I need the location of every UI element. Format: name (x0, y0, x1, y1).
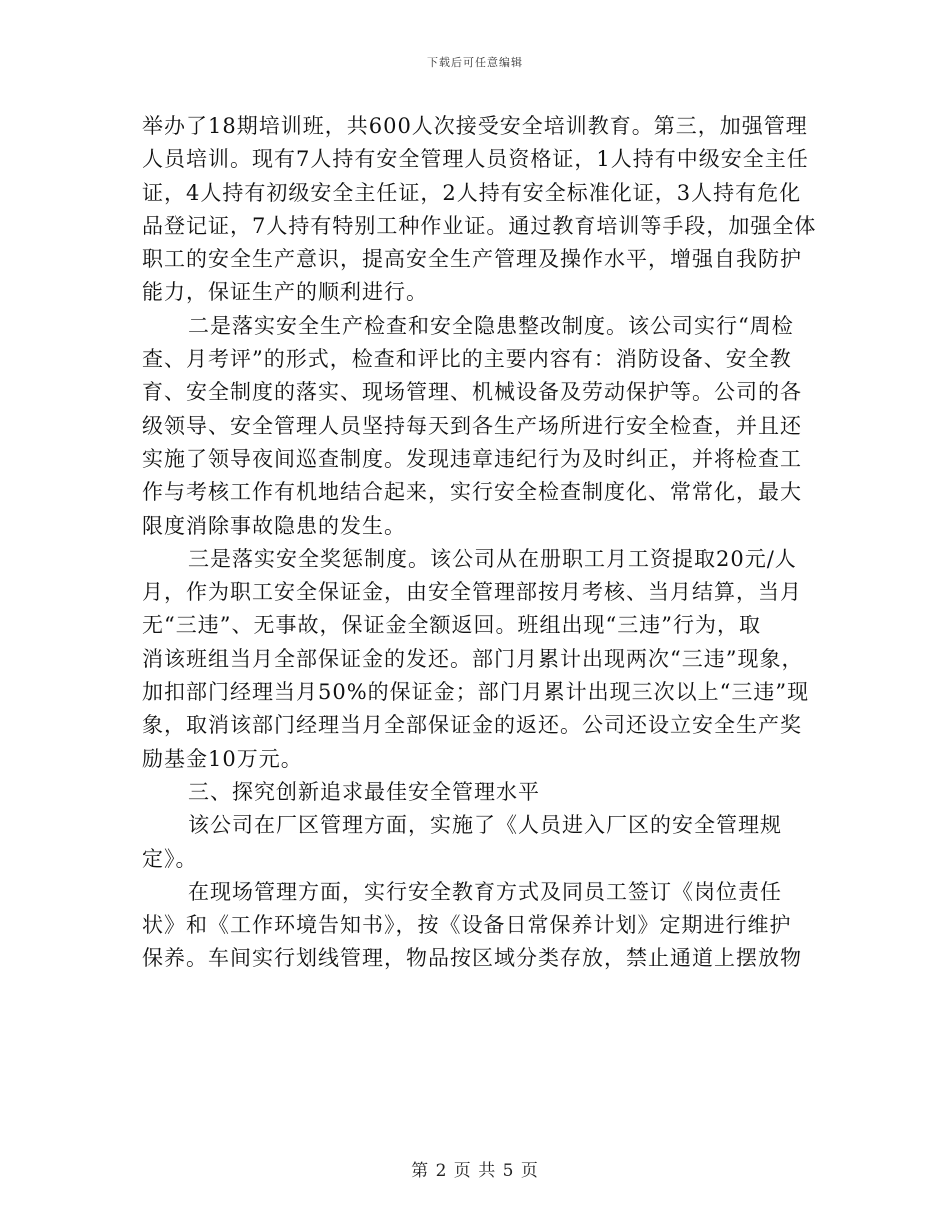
text-line: 证，4人持有初级安全主任证，2人持有安全标准化证，3人持有危化 (142, 180, 802, 205)
text-line: 人员培训。现有7人持有安全管理人员资格证，1人持有中级安全主任 (142, 147, 809, 172)
text-line: 月，作为职工安全保证金，由安全管理部按月考核、当月结算，当月 (142, 580, 802, 605)
text-line: 三是落实安全奖惩制度。该公司从在册职工月工资提取20元/人 (188, 546, 797, 571)
text-line: 实施了领导夜间巡查制度。发现违章违纪行为及时纠正，并将检查工 (142, 446, 802, 471)
text-line: 消该班组当月全部保证金的发还。部门月累计出现两次“三违”现象， (142, 646, 804, 671)
text-line: 举办了18期培训班，共600人次接受安全培训教育。第三，加强管理 (142, 114, 808, 138)
text-line: 状》和《工作环境告知书》，按《设备日常保养计划》定期进行维护 (142, 913, 792, 938)
text-line: 品登记证，7人持有特别工种作业证。通过教育培训等手段，加强全体 (142, 213, 817, 238)
paragraph-plant-area (142, 809, 810, 876)
text-line: 加扣部门经理当月50%的保证金；部门月累计出现三次以上“三违”现 (142, 680, 810, 705)
header-note: 下载后可任意编辑 (427, 56, 523, 69)
document-body (142, 110, 817, 976)
section-heading (142, 776, 810, 809)
text-line: 保养。车间实行划线管理，物品按区域分类存放，禁止通道上摆放物 (142, 946, 802, 971)
paragraph-site-management (142, 876, 810, 976)
paragraph-training (142, 110, 817, 310)
text-line: 职工的安全生产意识，提高安全生产管理及操作水平，增强自我防护 (142, 247, 802, 272)
paragraph-rewards (142, 543, 810, 776)
page-number: 第 2 页 共 5 页 (411, 1161, 539, 1181)
text-line: 作与考核工作有机地结合起来，实行安全检查制度化、常常化，最大 (142, 480, 802, 505)
text-line: 能力，保证生产的顺利进行。 (142, 280, 428, 305)
text-line: 在现场管理方面，实行安全教育方式及同员工签订《岗位责任 (188, 879, 782, 904)
text-line: 限度消除事故隐患的发生。 (142, 513, 406, 538)
text-line: 该公司在厂区管理方面，实施了《人员进入厂区的安全管理规 (188, 813, 782, 838)
text-line: 三、探究创新追求最佳安全管理水平 (188, 779, 540, 804)
text-line: 定》。 (142, 846, 198, 871)
paragraph-inspection (142, 310, 810, 543)
text-line: 象，取消该部门经理当月全部保证金的返还。公司还设立安全生产奖 (142, 713, 802, 738)
text-line: 无“三违”、无事故，保证金全额返回。班组出现“三违”行为，取 (142, 613, 761, 638)
text-line: 查、月考评”的形式，检查和评比的主要内容有：消防设备、安全教 (142, 347, 792, 372)
text-line: 级领导、安全管理人员坚持每天到各生产场所进行安全检查，并且还 (142, 413, 802, 438)
text-line: 二是落实安全生产检查和安全隐患整改制度。该公司实行“周检 (188, 313, 794, 338)
text-line: 励基金10万元。 (142, 746, 303, 771)
text-line: 育、安全制度的落实、现场管理、机械设备及劳动保护等。公司的各 (142, 380, 802, 405)
